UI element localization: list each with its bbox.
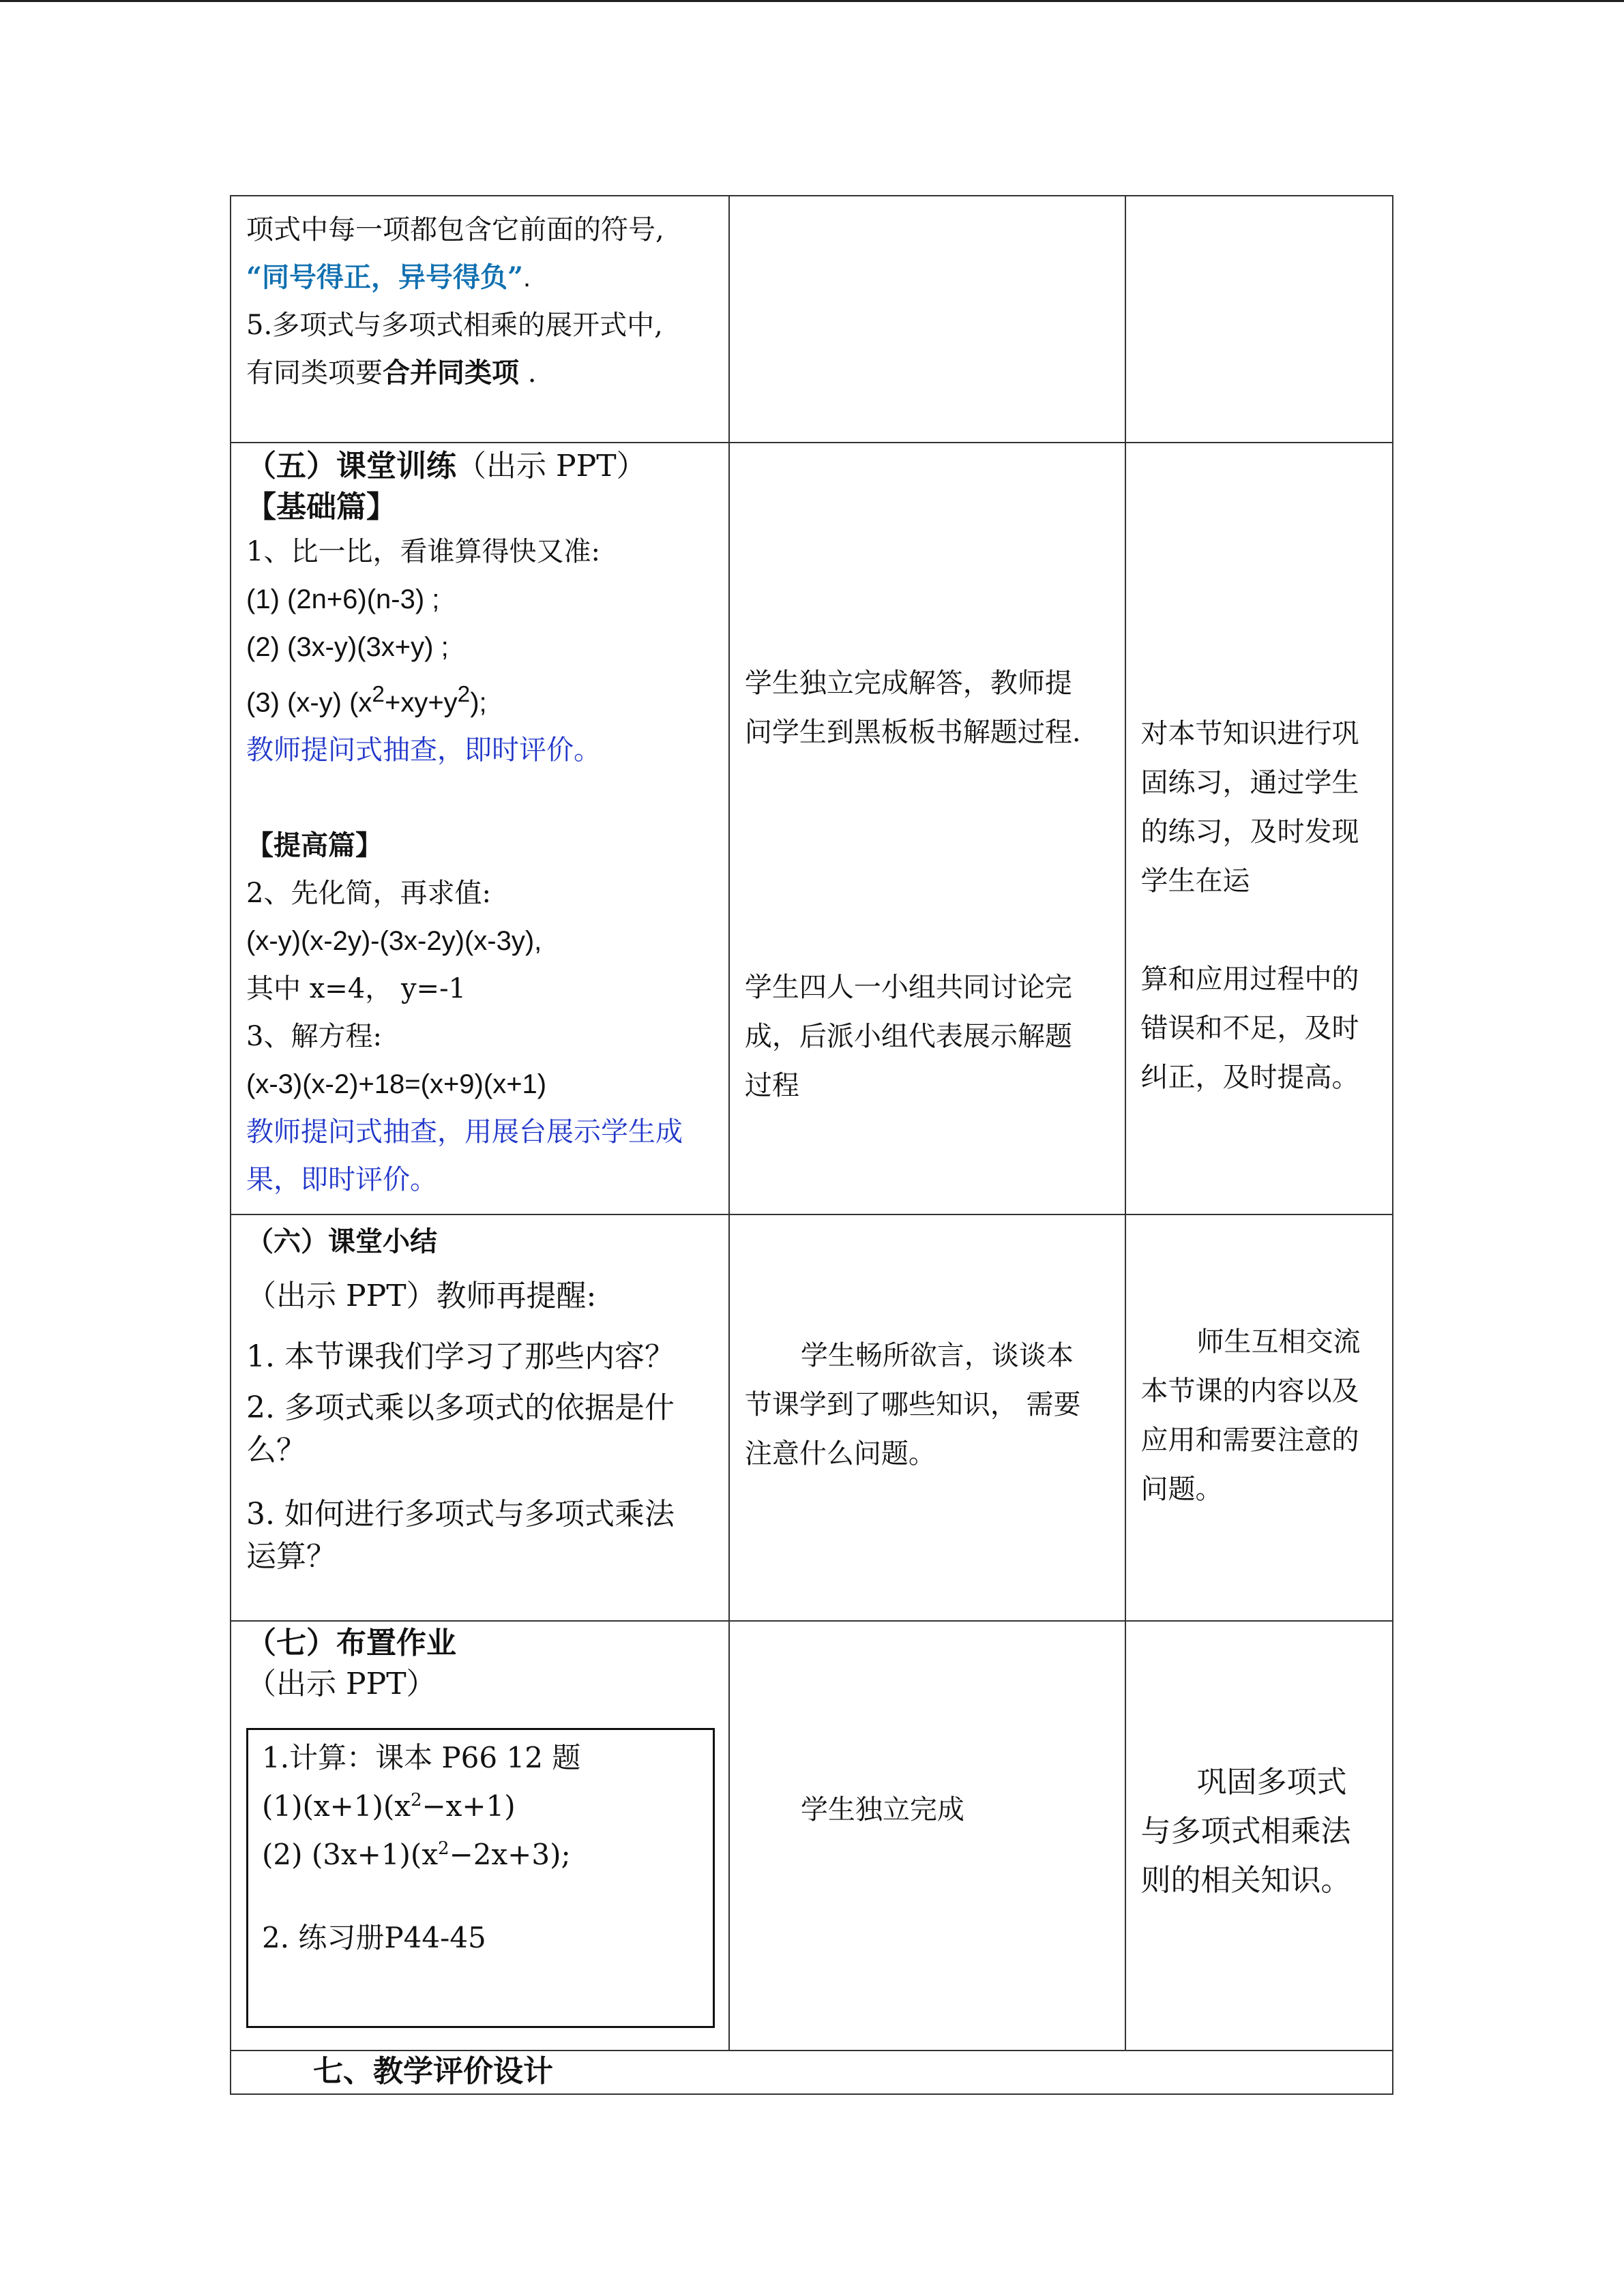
rule-highlight: “同号得正，异号得负”. [246, 261, 531, 293]
student-activity-b: 学生四人一小组共同讨论完 [744, 972, 1072, 1003]
basic-heading: 【基础篇】 [246, 490, 396, 524]
question-3: 3、解方程: [246, 1021, 382, 1053]
summary-question-2: 2. 多项式乘以多项式的依据是什 [246, 1390, 675, 1425]
question-1-1: (1) (2n+6)(n-3) ; [246, 584, 440, 614]
question-2: 2、先化简，再求值: [246, 878, 491, 910]
cell-continuation-intent [1125, 196, 1393, 443]
table-row-homework [231, 1621, 1393, 2051]
summary-question-3-cont: 运算？ [246, 1539, 336, 1574]
student-activity-b-cont2: 过程 [744, 1070, 799, 1101]
student-activity-a: 学生独立完成解答，教师提 [744, 668, 1072, 699]
homework-item-1-1: $(1)(x+1)(x^2-x+1)$ [262, 1789, 516, 1823]
summary-intent-line: 师生互相交流 [1196, 1326, 1361, 1358]
intent-line: 学生在运 [1140, 865, 1250, 897]
cell-practice-student [729, 443, 1125, 1214]
intent-line: 算和应用过程中的 [1140, 964, 1359, 995]
question-2-expression: (x-y)(x-2y)-(3x-2y)(x-3y), [246, 926, 542, 957]
cell-continuation-student [729, 196, 1125, 443]
summary-intent-line: 本节课的内容以及 [1140, 1375, 1359, 1407]
summary-question-2-cont: 么？ [246, 1433, 306, 1467]
homework-item-1: 1.计算：课本 P66 12 题 [262, 1741, 581, 1774]
table-row-continuation [231, 196, 1393, 443]
homework-student-line: 学生独立完成 [800, 1794, 964, 1825]
combine-like-terms-text: 合并同类项 [383, 357, 519, 389]
question-1: 1、比一比，看谁算得快又准: [246, 536, 600, 567]
cell-homework-student [729, 1621, 1125, 2051]
question-1-3: (3) (x-y) $(x^2+xy+y^2)$; [246, 682, 487, 718]
homework-item-1-2: (2) $(3x+1)(x^2-2x+3)$; [262, 1838, 571, 1871]
homework-intent-line: 与多项式相乘法 [1140, 1814, 1351, 1849]
homework-item-2: 2. 练习册P44-45 [262, 1921, 486, 1954]
text-line: 5.多项式与多项式相乘的展开式中, [246, 310, 663, 341]
intent-line: 错误和不足，及时 [1140, 1013, 1359, 1044]
teacher-note-2: 教师提问式抽查，用展台展示学生成 [246, 1116, 683, 1148]
text-line: 项式中每一项都包含它前面的符号, [246, 214, 664, 245]
cell-evaluation-heading [231, 2051, 1393, 2094]
page-top-border [0, 0, 1624, 2]
teacher-note-2-cont: 果，即时评价。 [246, 1164, 437, 1196]
cell-continuation-activity [231, 196, 729, 443]
intent-line: 纠正，及时提高。 [1140, 1062, 1359, 1093]
summary-student-line: 节课学到了哪些知识， 需要 [744, 1389, 1081, 1420]
lesson-plan-table [230, 195, 1393, 2095]
teacher-note-1: 教师提问式抽查，即时评价。 [246, 734, 601, 766]
homework-sub: （出示 PPT） [246, 1667, 437, 1701]
homework-box [246, 1728, 715, 2028]
summary-intent-line: 应用和需要注意的 [1140, 1425, 1359, 1456]
cell-summary-student [729, 1214, 1125, 1621]
question-3-expression: (x-3)(x-2)+18=(x+9)(x+1) [246, 1069, 547, 1100]
table-row-summary [231, 1214, 1393, 1621]
question-1-2: (2) (3x-y)(3x+y) ; [246, 632, 449, 662]
section-title-homework: （七）布置作业 [246, 1626, 456, 1660]
text-line: 有同类项要合并同类项 . [246, 357, 537, 389]
section-title-practice: （五）课堂训练（出示 PPT） [246, 449, 647, 483]
summary-intent-line: 问题。 [1140, 1474, 1223, 1505]
homework-intent-line: 则的相关知识。 [1140, 1863, 1351, 1898]
student-activity-b-cont: 成，后派小组代表展示解题 [744, 1021, 1072, 1052]
sign-rule-text: “同号得正，异号得负” [246, 261, 524, 293]
summary-question-3: 3. 如何进行多项式与多项式乘法 [246, 1497, 675, 1532]
cell-homework-intent [1125, 1621, 1393, 2051]
intent-line: 对本节知识进行巩 [1140, 718, 1359, 749]
section-title-summary: （六）课堂小结 [246, 1225, 437, 1257]
cell-summary-intent [1125, 1214, 1393, 1621]
cell-homework-activity [231, 1621, 729, 2051]
cell-practice-intent [1125, 443, 1393, 1214]
table-row-evaluation-heading [231, 2051, 1393, 2094]
summary-intro: （出示 PPT）教师再提醒: [246, 1279, 597, 1313]
question-2-condition: 其中 x=4， y=-1 [246, 973, 467, 1005]
cell-summary-activity [231, 1214, 729, 1621]
evaluation-heading: 七、教学评价设计 [313, 2054, 553, 2089]
intent-line: 的练习，及时发现 [1140, 816, 1359, 848]
summary-student-line: 学生畅所欲言，谈谈本 [800, 1340, 1074, 1371]
table-row-practice [231, 443, 1393, 1214]
student-activity-a-cont: 问学生到黑板板书解题过程. [744, 717, 1081, 748]
summary-question-1: 1. 本节课我们学习了那些内容？ [246, 1339, 675, 1374]
cell-practice-activity [231, 443, 729, 1214]
homework-intent-line: 巩固多项式 [1196, 1765, 1347, 1800]
summary-student-line: 注意什么问题。 [744, 1438, 936, 1470]
intent-line: 固练习，通过学生 [1140, 767, 1359, 799]
advanced-heading: 【提高篇】 [246, 829, 383, 862]
